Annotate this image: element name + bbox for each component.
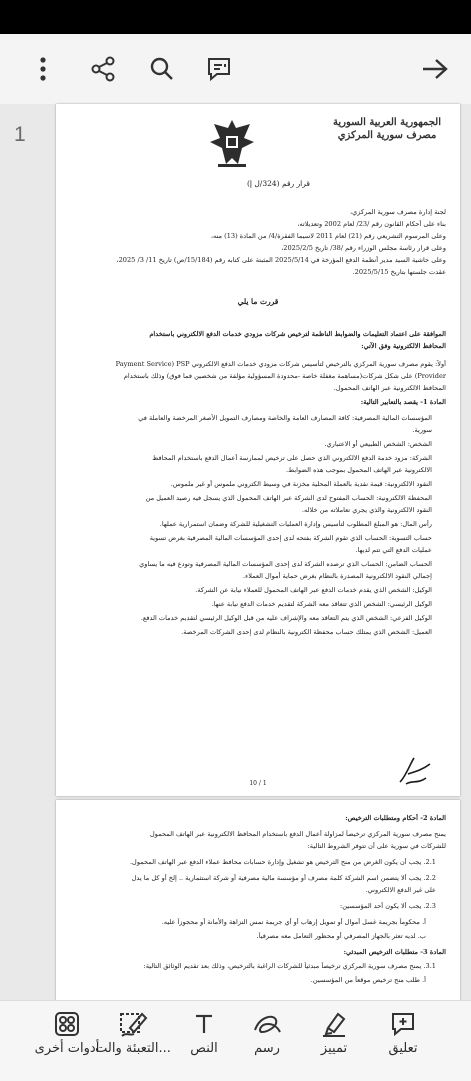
document-page-1 (56, 104, 460, 796)
definition-line: الشركة: مزود خدمة الدفع الالكتروني الذي حصل على ترخيص لممارسة أعمال الدفع باستخدام المحافظ (152, 454, 432, 462)
page-footer: 10 / 1 (249, 780, 267, 787)
preamble-line: وعلى قرار رئاسة مجلس الوزراء رقم /38/ تاريخ 2025/2/5، (281, 244, 446, 252)
tool-text[interactable] (165, 1007, 243, 1077)
document-page-2 (56, 800, 460, 1018)
letterhead (328, 116, 446, 142)
bottom-toolbar (0, 1000, 471, 1081)
definition-line: النقود الالكترونية والذي يجري تعاملاته من خلاله. (301, 506, 432, 514)
page-number-indicator: 1 (14, 123, 26, 146)
page2-line: 2.2. يجب ألا يتضمن اسم الشركة كلمة مصرف أو مؤسسة مالية مصرفية أو شركة استثمارية .. إلخ أو كل ما يدل (131, 874, 436, 882)
first-clause-line: أولاً: يقوم مصرف سورية المركزي بالترخيص لتأسيس شركات مزودي خدمات الدفع الالكتروني Payment Service) PSP (115, 360, 446, 368)
page2-line: 3.1. يمنح مصرف سورية المركزي ترخيصاً مبدئياً للشركات الراغبة بالترخيص، وذلك بعد تقديم الوثائق التالية: (143, 962, 436, 970)
tool-highlight-label: تمييز (320, 1041, 348, 1056)
definition-line: النقود الالكترونية: قيمة نقدية بالعملة المحلية مخزنة في وسيط الكتروني ملموس أو غير ملموس. (170, 480, 432, 488)
decision-number: قرار رقم (324/ل إ) (246, 180, 310, 188)
definition-line: الوكيل الرئيسي: الشخص الذي تتعاقد معه الشركة لتقديم خدمات الدفع نيابة عنها. (211, 600, 432, 608)
page2-line: أ. طلب منح ترخيص موقعاً من المؤسسين. (310, 976, 426, 984)
eagle-emblem-icon (206, 116, 258, 170)
preamble-line: عقدت جلستها بتاريخ 2025/5/15. (352, 268, 446, 276)
tool-comment[interactable] (364, 1007, 442, 1077)
first-clause-line: المحافظ الالكترونية عبر الهاتف المحمول. (333, 384, 446, 392)
definition-line: العميل: الشخص الذي يمتلك حساب محفظة الكترونية بالنظام لدى إحدى الشركات المرخصة. (181, 628, 432, 636)
definition-line: الوكيل الفرعي: الشخص الذي يتم التعاقد معه والإشراف عليه من قبل الوكيل الرئيسي لتقديم خدمات الدفع. (140, 614, 432, 622)
approval-line: الموافقة على اعتماد التعليمات والضوابط الناظمة لترخيص شركات مزودي خدمات الدفع الالكتروني باستخدام (149, 330, 446, 338)
tool-fill-sign-label: التعبئة والت... (95, 1041, 171, 1056)
comment-list-icon[interactable] (198, 48, 240, 90)
page2-line: للشركات في سورية على أن تتوفر الشروط التالية: (307, 842, 446, 850)
page2-line: على غير الدفع الالكتروني. (365, 886, 436, 894)
definition-line: حساب التسوية: الحساب الذي تقوم الشركة بفتحه لدى إحدى المؤسسات المالية المصرفية بغرض تسوية (149, 534, 432, 542)
article-3-title: المادة 3- متطلبات الترخيص المبدئي: (343, 948, 446, 956)
tool-text-label: النص (190, 1041, 218, 1056)
approval-line: المحافظ الالكترونية وفق الآتي: (361, 342, 446, 350)
search-icon[interactable] (141, 48, 183, 90)
arrow-forward-icon[interactable] (414, 48, 456, 90)
definition-line: الحساب الضامن: الحساب الذي ترصده الشركة لدى إحدى المؤسسات المالية المصرفية وتودع فيه ما يساوي (139, 560, 432, 568)
definition-line: المحفظة الالكترونية: الحساب المفتوح لدى الشركة عبر الهاتف المحمول الذي يسجل فيه رصيد العميل من (145, 494, 432, 502)
tool-comment-label: تعليق (388, 1041, 418, 1056)
article-2-title: المادة 2- أحكام ومتطلبات الترخيص: (345, 814, 446, 822)
text-icon (165, 1007, 243, 1041)
share-icon[interactable] (82, 48, 124, 90)
preamble-line: وعلى المرسوم التشريعي رقم (21) لعام 2011 لاسيما الفقرة/4/ من المادة (13) منه، (210, 232, 446, 240)
top-app-bar (0, 34, 471, 104)
highlighter-icon (295, 1007, 373, 1041)
page2-line: ب. لديه تعثر بالجهاز المصرفي أو محظور التعامل معه مصرفياً. (256, 932, 426, 940)
preamble-line: وعلى حاشية السيد مدير أنظمة الدفع المؤرخة في 2025/5/14 المثبتة على كتابه رقم (15/184/ص) تاريخ 11/ 3/ 2025، (116, 256, 446, 264)
status-bar (0, 0, 471, 34)
definition-line: عمليات الدفع التي تتم لديها. (355, 546, 432, 554)
decided-heading: قررت ما يلي (237, 298, 279, 306)
definition-line: المؤسسات المالية المصرفية: كافة المصارف العامة والخاصة ومصارف التمويل الأصغر المرخصة والعاملة في (138, 414, 432, 422)
page2-line: يمنح مصرف سورية المركزي ترخيصاً لمزاولة أعمال الدفع باستخدام المحافظ الالكترونية عبر الهاتف المحمول (150, 830, 446, 838)
first-clause-line: Provider) على شكل شركات(مساهمة مغفلة خاصة -محدودة المسؤولية مؤلفة من شخصين فما فوق) وذلك باستخدام (123, 372, 446, 380)
tool-more-label: أدوات أخرى (34, 1041, 100, 1056)
definition-line: إجمالي النقود الالكترونية المصدرة بالنظام بغرض حماية أموال العملاء. (243, 572, 432, 580)
definition-line: سورية. (412, 426, 432, 434)
comment-plus-icon (364, 1007, 442, 1041)
page2-line: 2.1. يجب أن يكون الغرض من منح الترخيص هو تشغيل وإدارة حسابات محافظ عملاء الدفع عبر الهاتف المحمول. (129, 858, 436, 866)
definition-line: الشخص: الشخص الطبيعي أو الاعتباري. (324, 440, 432, 448)
article-1-title: المادة 1- يقصد بالتعابير التالية: (360, 398, 446, 406)
tool-highlight[interactable] (295, 1007, 373, 1077)
page2-line: 2.3. يجب ألا يكون أحد المؤسسين: (339, 902, 436, 910)
preamble-line: لجنة إدارة مصرف سورية المركزي، (350, 208, 446, 216)
preamble-line: بناء على أحكام القانون رقم /23/ لعام 2002 وتعديلاته، (297, 220, 446, 228)
tool-draw-label: رسم (254, 1041, 280, 1056)
definition-line: الوكيل: الشخص الذي يقدم خدمات الدفع عبر الهاتف المحمول للعملاء نيابة عن الشركة. (195, 586, 432, 594)
org-name-line2: مصرف سورية المركزي (337, 130, 437, 141)
definition-line: رأس المال: هو المبلغ المطلوب لتأسيس وإدارة العمليات التشغيلية للشركة وضمان استمرارية عملها. (159, 520, 432, 528)
tool-more[interactable] (28, 1007, 106, 1077)
more-vertical-icon[interactable] (22, 48, 64, 90)
org-name-line1: الجمهورية العربية السورية (333, 117, 441, 128)
more-tools-grid-icon (28, 1007, 106, 1041)
definition-line: الالكترونية عبر الهاتف المحمول بموجب هذه الضوابط. (285, 466, 432, 474)
page2-line: أ. محكوماً بجريمة غسل أموال أو تمويل إرهاب أو أي جريمة تمس النزاهة والأمانة أو محجوزاً عليه. (161, 918, 426, 926)
